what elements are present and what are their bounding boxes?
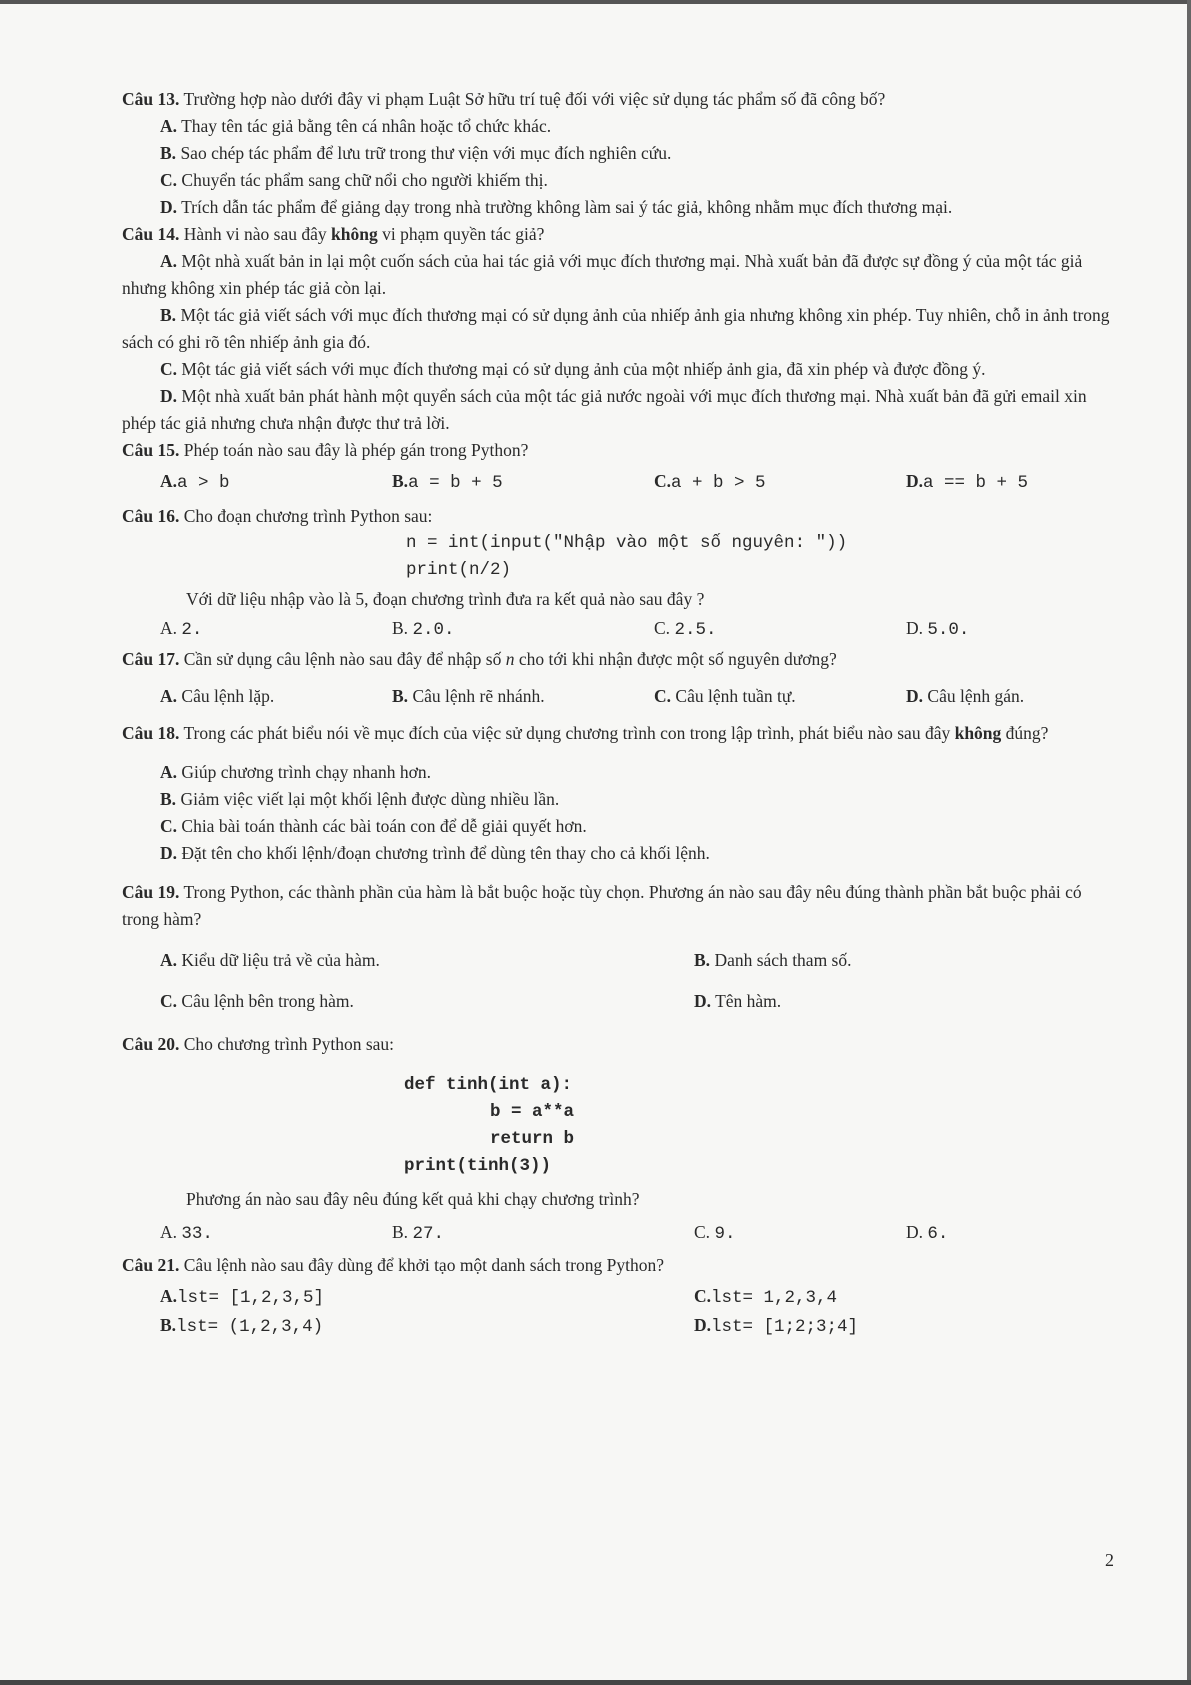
code-block — [406, 530, 1122, 584]
option-text: Câu lệnh tuần tự. — [675, 686, 796, 706]
option-text: Một nhà xuất bản phát hành một quyển sách của một tác giả nước ngoài với mục đích thương mại. Nhà xuất bản đã gửi email xin phép tác giả nhưng chưa nhận được thư trả lời. — [122, 386, 1087, 433]
question-number: Câu 18. — [122, 723, 180, 743]
option-code: a + b > 5 — [671, 473, 766, 493]
code-line: def tinh(int a): — [404, 1075, 573, 1095]
option-code: lst= (1,2,3,4) — [176, 1317, 324, 1337]
option-label: D. — [160, 197, 178, 217]
option-label: C. — [160, 170, 178, 190]
question-text-post: đúng? — [1005, 723, 1049, 743]
question-variable: n — [505, 649, 515, 669]
question-number: Câu 15. — [122, 440, 180, 460]
question-21 — [122, 1252, 1122, 1341]
question-15 — [122, 437, 1122, 497]
question-text-emphasis: không — [954, 723, 1002, 743]
option-label: B. — [392, 471, 409, 491]
option-text: Kiểu dữ liệu trả về của hàm. — [181, 950, 380, 970]
option-text: Chuyển tác phẩm sang chữ nổi cho người khiếm thị. — [181, 170, 548, 190]
option-label: A. — [160, 251, 178, 271]
option-text: Sao chép tác phẩm để lưu trữ trong thư viện với mục đích nghiên cứu. — [180, 143, 672, 163]
question-number: Câu 16. — [122, 506, 180, 526]
option-text: Một tác giả viết sách với mục đích thương mại có sử dụng ảnh của nhiếp ảnh gia nhưng không xin phép. Tuy nhiên, chỗ in ảnh trong sách có ghi rõ tên nhiếp ảnh gia đó. — [122, 305, 1110, 352]
question-13 — [122, 86, 1122, 221]
option-text: Câu lệnh gán. — [927, 686, 1025, 706]
option-text: Danh sách tham số. — [714, 950, 852, 970]
question-follow-text: Phương án nào sau đây nêu đúng kết quả khi chạy chương trình? — [186, 1189, 640, 1209]
question-text: Trong Python, các thành phần của hàm là bắt buộc hoặc tùy chọn. Phương án nào sau đây nêu đúng thành phần bắt buộc phải có trong hàm? — [122, 882, 1082, 929]
question-number: Câu 17. — [122, 649, 180, 669]
option-label: D. — [160, 386, 178, 406]
option-label: D. — [694, 991, 712, 1011]
option-label: D. — [906, 1222, 924, 1242]
option-label: D. — [906, 471, 924, 491]
question-number: Câu 14. — [122, 224, 180, 244]
question-number: Câu 20. — [122, 1034, 180, 1054]
option-code: 33. — [181, 1224, 213, 1244]
code-line: print(n/2) — [406, 560, 512, 580]
option-code: 6. — [927, 1224, 949, 1244]
option-code: lst= 1,2,3,4 — [711, 1288, 838, 1308]
question-text-post: cho tới khi nhận được một số nguyên dương? — [518, 649, 837, 669]
question-17 — [122, 646, 1122, 710]
option-text: Đặt tên cho khối lệnh/đoạn chương trình để dùng tên thay cho cả khối lệnh. — [181, 843, 710, 863]
question-19 — [122, 879, 1122, 1015]
option-text: Giảm việc viết lại một khối lệnh được dùng nhiều lần. — [180, 789, 560, 809]
option-text: Thay tên tác giả bằng tên cá nhân hoặc tổ chức khác. — [181, 116, 552, 136]
option-label: A. — [160, 686, 178, 706]
option-code: 2. — [181, 620, 203, 640]
option-text: Một nhà xuất bản in lại một cuốn sách của hai tác giả với mục đích thương mại. Nhà xuất bản đã được sự đồng ý của một tác giả nhưng không xin phép tác giả còn lại. — [122, 251, 1083, 298]
option-label: D. — [694, 1315, 712, 1335]
option-label: A. — [160, 1222, 178, 1242]
question-number: Câu 21. — [122, 1255, 180, 1275]
option-label: C. — [694, 1286, 712, 1306]
option-label: B. — [392, 686, 409, 706]
option-label: B. — [392, 1222, 409, 1242]
question-18 — [122, 720, 1122, 867]
question-text: Cho chương trình Python sau: — [183, 1034, 395, 1054]
question-text: Trường hợp nào dưới đây vi phạm Luật Sở hữu trí tuệ đối với việc sử dụng tác phẩm số đã công bố? — [183, 89, 886, 109]
option-label: A. — [160, 1286, 178, 1306]
option-label: C. — [654, 686, 672, 706]
option-code: 9. — [714, 1224, 736, 1244]
option-text: Câu lệnh bên trong hàm. — [181, 991, 354, 1011]
option-code: a = b + 5 — [408, 473, 503, 493]
question-text-emphasis: không — [331, 224, 378, 244]
option-label: C. — [654, 471, 672, 491]
option-code: a > b — [177, 473, 230, 493]
option-code: lst= [1,2,3,5] — [177, 1288, 325, 1308]
option-label: C. — [654, 618, 671, 638]
option-label: D. — [160, 843, 178, 863]
option-code: 27. — [412, 1224, 444, 1244]
question-text: Câu lệnh nào sau đây dùng để khởi tạo một danh sách trong Python? — [183, 1255, 664, 1275]
option-label: B. — [160, 143, 177, 163]
page-number: 2 — [1105, 1550, 1114, 1570]
option-text: Câu lệnh lặp. — [181, 686, 275, 706]
option-code: 2.0. — [412, 620, 455, 640]
option-text: Chia bài toán thành các bài toán con để dễ giải quyết hơn. — [181, 816, 587, 836]
question-14 — [122, 221, 1122, 437]
question-text: Cho đoạn chương trình Python sau: — [183, 506, 433, 526]
exam-content — [122, 86, 1122, 1341]
option-label: B. — [694, 950, 711, 970]
option-label: B. — [160, 305, 177, 325]
option-label: A. — [160, 950, 178, 970]
scan-edge-right — [1187, 0, 1191, 1685]
option-label: B. — [160, 789, 177, 809]
option-label: C. — [160, 359, 178, 379]
option-label: A. — [160, 471, 178, 491]
code-line: print(tinh(3)) — [404, 1156, 552, 1176]
option-text: Trích dẫn tác phẩm để giảng dạy trong nhà trường không làm sai ý tác giả, không nhằm mục đích thương mại. — [181, 197, 953, 217]
option-label: C. — [160, 991, 178, 1011]
option-code: lst= [1;2;3;4] — [711, 1317, 859, 1337]
question-text-pre: Hành vi nào sau đây — [183, 224, 327, 244]
option-label: A. — [160, 762, 178, 782]
option-label: B. — [160, 1315, 177, 1335]
scan-edge-bottom — [0, 1680, 1191, 1685]
question-text-pre: Cần sử dụng câu lệnh nào sau đây để nhập số — [183, 649, 502, 669]
code-line: return b — [490, 1129, 575, 1149]
option-label: D. — [906, 618, 924, 638]
scan-edge-top — [0, 0, 1191, 4]
option-text: Giúp chương trình chạy nhanh hơn. — [181, 762, 432, 782]
question-number: Câu 19. — [122, 882, 180, 902]
option-label: D. — [906, 686, 924, 706]
code-line: b = a**a — [490, 1102, 575, 1122]
question-text-pre: Trong các phát biểu nói về mục đích của việc sử dụng chương trình con trong lập trình, phát biểu nào sau đây — [183, 723, 951, 743]
option-text: Câu lệnh rẽ nhánh. — [412, 686, 545, 706]
question-text-post: vi phạm quyền tác giả? — [382, 224, 545, 244]
code-block — [404, 1072, 1122, 1180]
question-20 — [122, 1031, 1122, 1248]
code-line: n = int(input("Nhập vào một số nguyên: ")) — [406, 533, 848, 553]
option-label: A. — [160, 116, 178, 136]
option-label: C. — [694, 1222, 711, 1242]
option-code: 2.5. — [674, 620, 717, 640]
question-number: Câu 13. — [122, 89, 180, 109]
option-text: Một tác giả viết sách với mục đích thương mại có sử dụng ảnh của một nhiếp ảnh gia, đã xin phép và được đồng ý. — [181, 359, 986, 379]
question-follow-text: Với dữ liệu nhập vào là 5, đoạn chương trình đưa ra kết quả nào sau đây ? — [186, 589, 705, 609]
question-16 — [122, 503, 1122, 644]
option-label: B. — [392, 618, 409, 638]
option-label: A. — [160, 618, 178, 638]
option-code: a == b + 5 — [923, 473, 1029, 493]
question-text: Phép toán nào sau đây là phép gán trong Python? — [183, 440, 529, 460]
option-text: Tên hàm. — [715, 991, 782, 1011]
option-label: C. — [160, 816, 178, 836]
option-code: 5.0. — [927, 620, 970, 640]
